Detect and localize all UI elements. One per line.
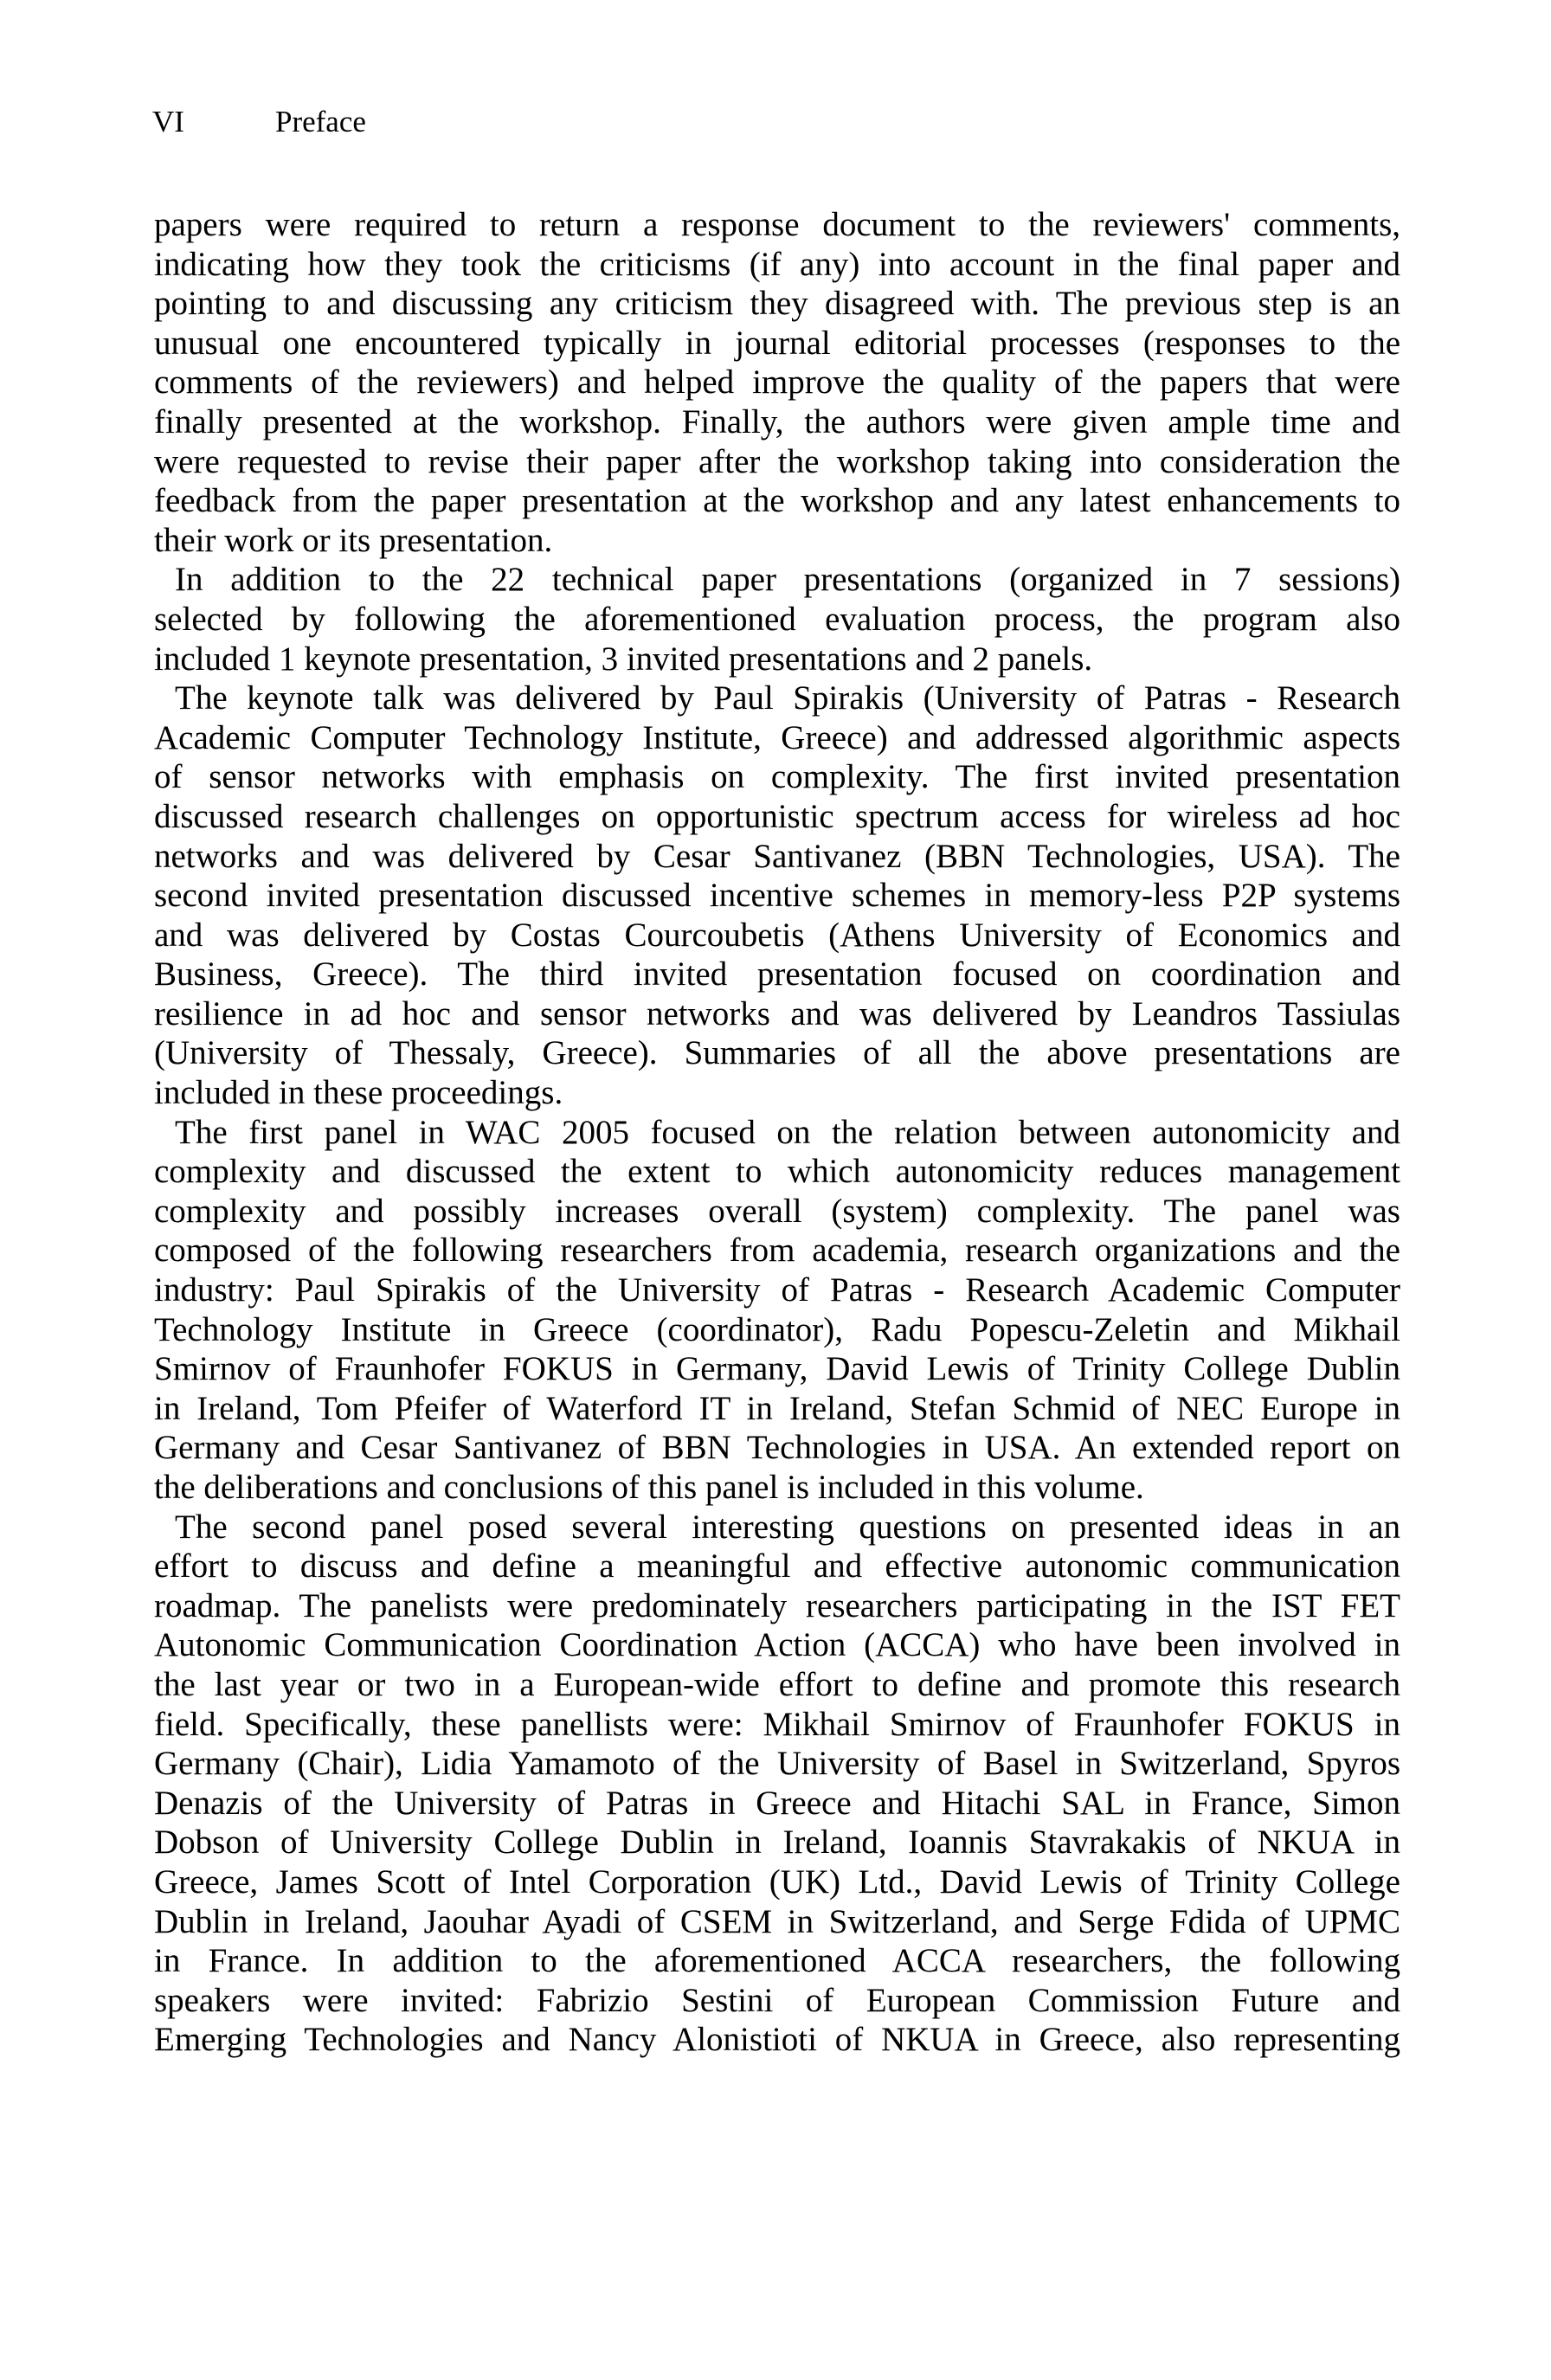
text-line: complexity and possibly increases overall (system) complexity. The panel was [154,1192,1400,1230]
text-line: included 1 keynote presentation, 3 invited presentations and 2 panels. [154,640,1093,678]
section-title: Preface [275,105,366,138]
text-line: included in these proceedings. [154,1074,563,1112]
text-line: Greece, James Scott of Intel Corporation (UK) Ltd., David Lewis of Trinity College [154,1862,1400,1901]
text-line: industry: Paul Spirakis of the University of Patras - Research Academic Computer [154,1271,1400,1309]
text-line: resilience in ad hoc and sensor networks and was delivered by Leandros Tassiulas [154,994,1400,1032]
text-line: Germany and Cesar Santivanez of BBN Technologies in USA. An extended report on [154,1429,1400,1467]
text-line: the last year or two in a European-wide effort to define and promote this research [154,1665,1400,1703]
text-line: Business, Greece). The third invited presentation focused on coordination and [154,955,1400,994]
text-line: and was delivered by Costas Courcoubetis (Athens University of Economics and [154,916,1400,954]
text-line: indicating how they took the criticisms (if any) into account in the final paper and [154,245,1400,283]
paragraph-review-process [154,205,1400,560]
text-line: in France. In addition to the aforementioned ACCA researchers, the following [154,1942,1400,1980]
text-line: Autonomic Communication Coordination Action (ACCA) who have been involved in [154,1626,1400,1664]
text-line: comments of the reviewers) and helped improve the quality of the papers that were [154,363,1400,402]
text-line: Smirnov of Fraunhofer FOKUS in Germany, David Lewis of Trinity College Dublin [154,1350,1400,1388]
text-line: speakers were invited: Fabrizio Sestini of European Commission Future and [154,1981,1400,2019]
text-line: the deliberations and conclusions of this panel is included in this volume. [154,1469,1144,1506]
text-line: Dobson of University College Dublin in Ireland, Ioannis Stavrakakis of NKUA in [154,1824,1400,1862]
text-line: in Ireland, Tom Pfeifer of Waterford IT in Ireland, Stefan Schmid of NEC Europe in [154,1389,1400,1427]
text-line: Dublin in Ireland, Jaouhar Ayadi of CSEM in Switzerland, and Serge Fdida of UPMC [154,1902,1400,1940]
text-line: networks and was delivered by Cesar Santivanez (BBN Technologies, USA). The [154,837,1400,875]
text-line: The keynote talk was delivered by Paul Spirakis (University of Patras - Research [175,679,1400,717]
paragraph-program-overview [154,560,1400,679]
text-line: Germany (Chair), Lidia Yamamoto of the University of Basel in Switzerland, Spyros [154,1745,1400,1783]
text-line: finally presented at the workshop. Finally, the authors were given ample time and [154,402,1400,441]
text-line: pointing to and discussing any criticism they disagreed with. The previous step is an [154,285,1400,323]
text-line: discussed research challenges on opportunistic spectrum access for wireless ad hoc [154,797,1400,835]
paragraph-first-panel [154,1113,1400,1508]
text-line: were requested to revise their paper after the workshop taking into consideration the [154,442,1400,480]
text-line: Denazis of the University of Patras in Greece and Hitachi SAL in France, Simon [154,1784,1400,1822]
text-line: Emerging Technologies and Nancy Alonistioti of NKUA in Greece, also representing [154,2021,1400,2059]
text-line: (University of Thessaly, Greece). Summaries of all the above presentations are [154,1034,1400,1072]
running-head [152,102,366,141]
text-line: roadmap. The panelists were predominately researchers participating in the IST FET [154,1586,1400,1624]
text-line: The second panel posed several interesting questions on presented ideas in an [175,1508,1400,1546]
text-line: second invited presentation discussed incentive schemes in memory-less P2P systems [154,877,1400,915]
paragraph-second-panel [154,1508,1400,2060]
paragraph-keynote-invited [154,679,1400,1113]
text-line: Technology Institute in Greece (coordinator), Radu Popescu-Zeletin and Mikhail [154,1310,1400,1348]
text-line: unusual one encountered typically in journal editorial processes (responses to the [154,324,1400,362]
text-line: complexity and discussed the extent to which autonomicity reduces management [154,1153,1400,1191]
text-line: of sensor networks with emphasis on complexity. The first invited presentation [154,758,1400,796]
text-line: composed of the following researchers from academia, research organizations and the [154,1232,1400,1270]
text-line: field. Specifically, these panellists were: Mikhail Smirnov of Fraunhofer FOKUS in [154,1705,1400,1743]
page-number: VI [152,105,184,138]
text-line: selected by following the aforementioned evaluation process, the program also [154,600,1400,638]
text-line: feedback from the paper presentation at the workshop and any latest enhancements to [154,482,1400,520]
text-line: Academic Computer Technology Institute, Greece) and addressed algorithmic aspects [154,718,1400,756]
text-line: effort to discuss and define a meaningful and effective autonomic communication [154,1547,1400,1586]
body-text [154,205,1400,2060]
text-line: The first panel in WAC 2005 focused on the relation between autonomicity and [175,1113,1400,1151]
text-line: In addition to the 22 technical paper presentations (organized in 7 sessions) [175,561,1400,599]
text-line: their work or its presentation. [154,521,553,559]
text-line: papers were required to return a response document to the reviewers' comments, [154,206,1400,243]
